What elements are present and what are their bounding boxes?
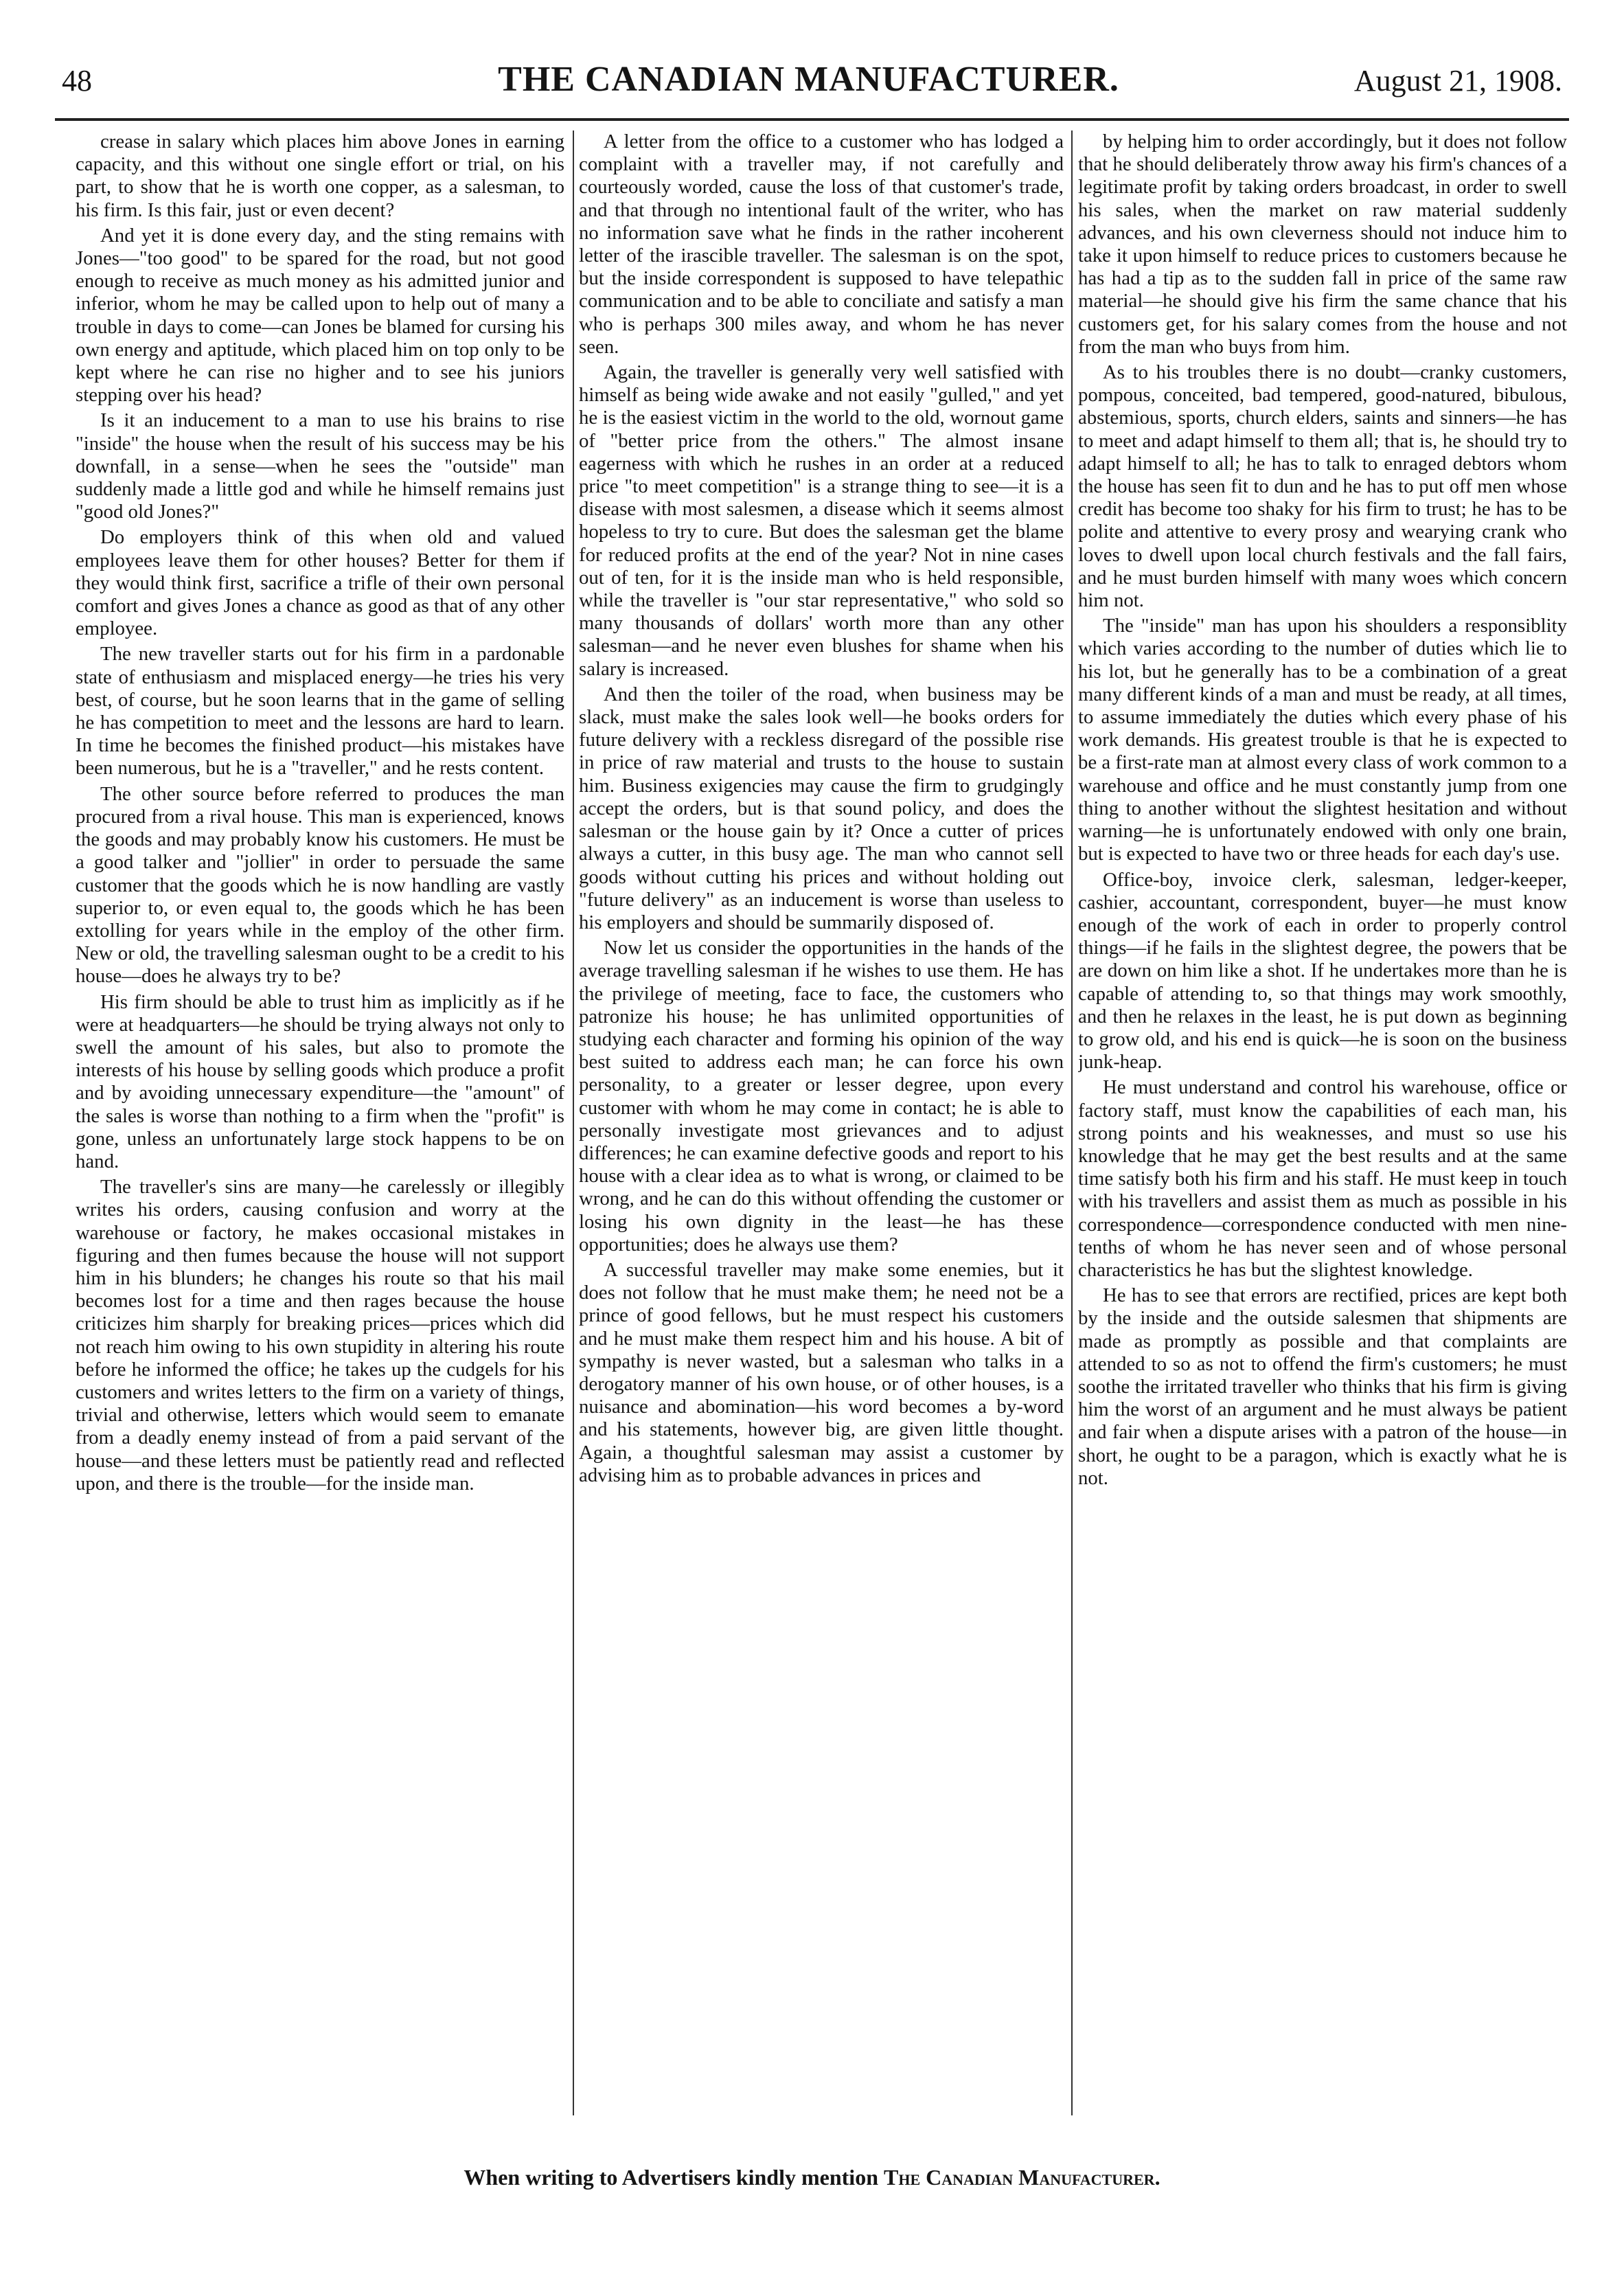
article-paragraph: Is it an inducement to a man to use his brains to rise "inside" the house when the result of his success may be his downfall, in a sense—when he sees the "outside" man suddenly made a little god and while he himself remains just "good old Jones?" — [76, 409, 564, 523]
page-header — [48, 59, 1569, 114]
column-divider — [1071, 130, 1073, 2115]
article-paragraph: Office-boy, invoice clerk, salesman, ledger-keeper, cashier, accountant, correspondent, buyer—he must know enough of the work of each in order to properly control things—if he fails in the slightest degree, the powers that be are down on him like a shot. If he undertakes more than he is capable of attending to, so that things may work smoothly, and then he relaxes in the least, he is put down as beginning to grow old, and his end is quick—he is soon on the business junk-heap. — [1078, 868, 1567, 1073]
masthead-title: THE CANADIAN MANUFACTURER. — [498, 60, 1119, 99]
article-paragraph: by helping him to order accordingly, but it does not follow that he should deliberately throw away his firm's chances of a legitimate profit by taking orders broadcast, in order to swell his sales, when the market on raw material suddenly advances, and his own cleverness should not induce him to take it upon himself to reduce prices to customers because he has had a tip as to the sudden fall in price of the same raw material—he should give his firm the same chance that his customers get, for his salary comes from the house and not from the man who buys from him. — [1078, 130, 1567, 358]
article-paragraph: His firm should be able to trust him as implicitly as if he were at headquarters—he should be trying always not only to swell the amount of his sales, but also to promote the interests of his house by selling goods which produce a profit and by avoiding unnecessary expenditure—the "amount" of the sales is worse than nothing to a firm when the "profit" is gone, unless an unfortunately large stock happens to be on hand. — [76, 990, 564, 1172]
column-divider — [573, 130, 574, 2115]
page-footer — [0, 2165, 1624, 2190]
article-paragraph: Do employers think of this when old and valued employees leave them for other houses? Better for them if they would think first, sacrifice a trifle of their own personal comfort and gives Jones a chance as good as that of any other employee. — [76, 526, 564, 640]
article-column-3 — [1078, 130, 1567, 2136]
footer-notice: When writing to Advertisers kindly mention — [464, 2165, 884, 2190]
article-paragraph: As to his troubles there is no doubt—cranky customers, pompous, conceited, bad tempered, good-natured, bibulous, abstemious, sports, church elders, saints and sinners—he has to meet and adapt himself to them all; that is, he should try to adapt himself to all; he has to talk to enraged debtors whom the house has seen fit to dun and he has to put off men whose credit has become too shaky for his firm to trust; he has to be polite and attentive to every prosy and wearying crank who loves to dwell upon local church festivals and the fall fairs, and he must burden himself with many woes which concern him not. — [1078, 361, 1567, 612]
article-paragraph: A successful traveller may make some enemies, but it does not follow that he must make them; he need not be a prince of good fellows, but he must respect his customers and he must make them respect him and his house. A bit of sympathy is never wasted, but a salesman who talks in a derogatory manner of his own house, or of other houses, is a nuisance and abomination—his word becomes a by-word and his statements, however big, are given little thought. Again, a thoughtful salesman may assist a customer by advising him as to probable advances in prices and — [579, 1258, 1064, 1486]
article-column-1 — [76, 130, 564, 2136]
article-paragraph: He must understand and control his warehouse, office or factory staff, must know the capabilities of each man, his strong points and his weaknesses, and must so use his knowledge that he may get the best results and at the same time satisfy both his firm and his staff. He must keep in touch with his travellers and assist them as much as possible in his correspondence—correspondence conducted with men nine-tenths of whom he has never seen and of whose personal characteristics he has but the slightest knowledge. — [1078, 1076, 1567, 1281]
article-paragraph: A letter from the office to a customer who has lodged a complaint with a traveller may, if not carefully and courteously worded, cause the loss of that customer's trade, and that through no intentional fault of the writer, who has no information save what he finds in the rather incoherent letter of the irascible traveller. The salesman is on the spot, but the inside correspondent is supposed to have telepathic communication and to be able to conciliate and satisfy a man who is perhaps 300 miles away, and whom he has never seen. — [579, 130, 1064, 358]
article-paragraph: The new traveller starts out for his firm in a pardonable state of enthusiasm and misplaced energy—he tries his very best, of course, but he soon learns that in the game of selling he has competition to meet and the lessons are hard to learn. In time he becomes the finished product—his mistakes have been numerous, but he is a "traveller," and he rests content. — [76, 643, 564, 780]
page-number: 48 — [62, 64, 92, 98]
header-rule — [55, 118, 1569, 121]
issue-date: August 21, 1908. — [1353, 64, 1562, 98]
footer-publication: The Canadian Manufacturer. — [883, 2165, 1160, 2190]
article-paragraph: The traveller's sins are many—he carelessly or illegibly writes his orders, causing confusion and worry at the warehouse or factory, he makes occasional mistakes in figuring and then fumes because the house will not support him in his blunders; he changes his route so that his mail becomes lost for a time and then rages because the house criticizes him sharply for breaking prices—prices which did not reach him owing to his own stupidity in altering his route before he informed the office; he takes up the cudgels for his customers and writes letters to the firm on a variety of things, trivial and otherwise, letters which would seem to emanate from a deadly enemy instead of from a paid servant of the house—and these letters must be patiently read and reflected upon, and there is the trouble—for the inside man. — [76, 1176, 564, 1495]
article-column-2 — [579, 130, 1064, 2136]
article-paragraph: The "inside" man has upon his shoulders a responsiblity which varies according to the number of duties which lie to his lot, but he generally has to be a combination of a great many different kinds of a man and must be ready, at all times, to assume immediately the duties which every phase of his work demands. His greatest trouble is that he is expected to be a first-rate man at almost every class of work common to a warehouse and office and he must constantly jump from one thing to another without the slightest hesitation and without warning—he is unfortunately endowed with only one brain, but is expected to have two or three heads for each day's use. — [1078, 615, 1567, 865]
article-paragraph: crease in salary which places him above Jones in earning capacity, and this without one single effort or trial, on his part, to show that he is worth one copper, as a salesman, to his firm. Is this fair, just or even decent? — [76, 130, 564, 221]
article-paragraph: Again, the traveller is generally very well satisfied with himself as being wide awake and not easily "gulled," and yet he is the easiest victim in the world to the old, wornout game of "better price from the others." The almost insane eagerness with which he rushes in an order at a reduced price "to meet competition" is a strange thing to see—it is a disease with most salesmen, a disease which it seems almost hopeless to try to cure. But does the salesman get the blame for reduced profits at the end of the year? Not in nine cases out of ten, for it is the inside man who is held responsible, while the traveller is "our star representative," who sold so many thousands of dollars' worth more than any other salesman—and he never even blushes for shame when his salary is increased. — [579, 361, 1064, 680]
article-paragraph: Now let us consider the opportunities in the hands of the average travelling salesman if he wishes to use them. He has the privilege of meeting, face to face, the customers who patronize his house; he has unlimited opportunities of studying each character and forming his opinion of the way best suited to address each man; he can force his own personality, to a greater or lesser degree, upon every customer with whom he may come in contact; he is able to personally investigate most grievances and to adjust differences; he can examine defective goods and report to his house with a clear idea as to what is wrong, or claimed to be wrong, and he can do this without offending the customer or losing his own dignity in the least—he has these opportunities; does he always use them? — [579, 937, 1064, 1256]
article-paragraph: And yet it is done every day, and the sting remains with Jones—"too good" to be spared for the road, but not good enough to receive as much money as his admitted junior and inferior, whom he may be called upon to help out of many a trouble in days to come—can Jones be blamed for cursing his own energy and aptitude, which placed him on top only to be kept where he can rise no higher and to see his juniors stepping over his head? — [76, 224, 564, 407]
article-paragraph: He has to see that errors are rectified, prices are kept both by the inside and the outside salesmen that shipments are made as promptly as possible and that complaints are attended to so as not to offend the firm's customers; he must soothe the irritated traveller who thinks that his firm is giving him the worst of an argument and he must always be patient and fair when a dispute arises with a patron of the house—in short, he ought to be a paragon, which is exactly what he is not. — [1078, 1284, 1567, 1489]
article-paragraph: The other source before referred to produces the man procured from a rival house. This man is experienced, knows the goods and may probably know his customers. He must be a good talker and "jollier" in order to persuade the same customer that the goods which he is now handling are vastly superior to, or even equal to, the goods which he has been extolling for years while in the employ of the other firm. New or old, the travelling salesman ought to be a credit to his house—does he always try to be? — [76, 782, 564, 988]
article-paragraph: And then the toiler of the road, when business may be slack, must make the sales look well—he books orders for future delivery with a reckless disregard of the possible rise in price of raw material and trusts to the house to sustain him. Business exigencies may cause the firm to grudgingly accept the orders, but is that sound policy, and does the salesman or the house gain by it? Once a cutter of prices always a cutter, in this busy age. The man who cannot sell goods without cutting his prices and without holding out "future delivery" as an inducement is worse than useless to his employers and should be summarily disposed of. — [579, 683, 1064, 933]
